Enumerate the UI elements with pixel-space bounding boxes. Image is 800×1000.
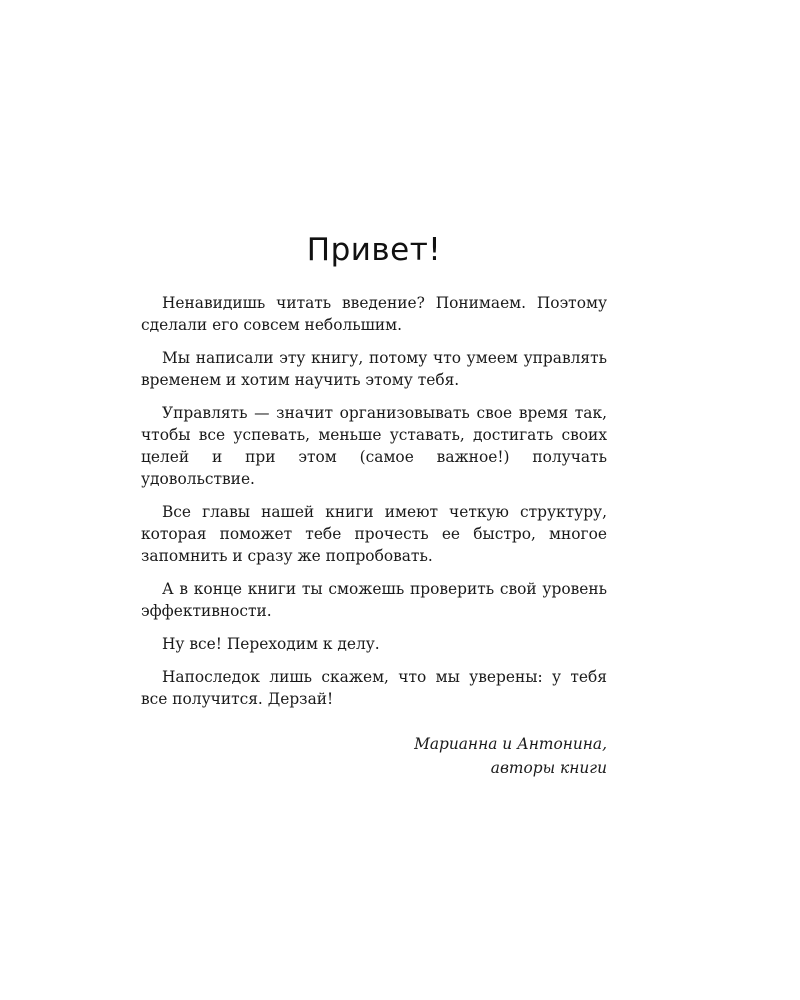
paragraph: Ненавидишь читать введение? Понимаем. Поэтому сделали его совсем небольшим. xyxy=(141,294,607,334)
paragraph: Управлять — значит организовывать свое время так, чтобы все успевать, меньше уставать, достигать своих целей и при этом (самое важное!) получать удовольствие. xyxy=(141,404,607,488)
signature-authors: Марианна и Антонина, xyxy=(414,735,607,753)
page-content xyxy=(141,228,607,780)
paragraph: Все главы нашей книги имеют четкую структуру, которая поможет тебе прочесть ее быстро, многое запомнить и сразу же попробовать. xyxy=(141,503,607,565)
paragraph: Ну все! Переходим к делу. xyxy=(162,635,380,653)
signature-role: авторы книги xyxy=(490,759,607,777)
page-title: Привет! xyxy=(306,232,442,268)
paragraph: А в конце книги ты сможешь проверить свой уровень эффективности. xyxy=(141,580,607,620)
paragraph: Напоследок лишь скажем, что мы уверены: у тебя все получится. Дерзай! xyxy=(141,668,607,708)
signature xyxy=(141,732,607,780)
paragraph: Мы написали эту книгу, потому что умеем управлять временем и хотим научить этому тебя. xyxy=(141,349,607,389)
